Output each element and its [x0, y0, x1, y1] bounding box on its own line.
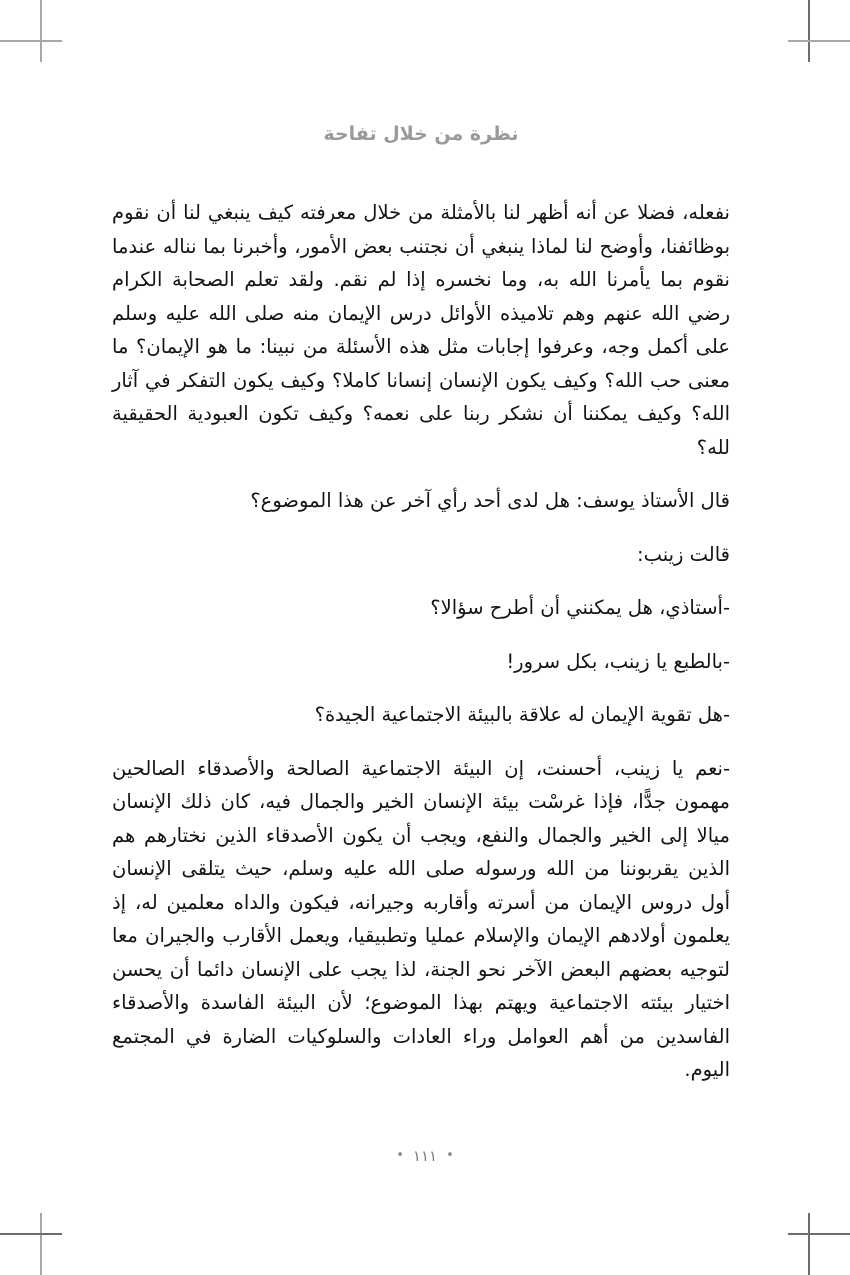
narration-line-zainab: قالت زينب:: [637, 542, 730, 566]
folio-ornament-left: •: [396, 1147, 404, 1163]
folio-page-number: ١١١: [412, 1146, 438, 1165]
folio-ornament-right: •: [446, 1147, 454, 1163]
crop-mark-bottom-right-vertical: [808, 1213, 810, 1275]
page-folio: [0, 1145, 850, 1166]
crop-mark-top-right-vertical: [808, 0, 810, 62]
crop-mark-top-left-horizontal: [0, 40, 62, 42]
body-text-block: [112, 196, 730, 1087]
running-head-title: نظرة من خلال تفاحة: [323, 123, 519, 145]
crop-mark-top-left-vertical: [40, 0, 42, 62]
narration-line-teacher: قال الأستاذ يوسف: هل لدى أحد رأي آخر عن هذا الموضوع؟: [250, 489, 730, 512]
closing-paragraph: -نعم يا زينب، أحسنت، إن البيئة الاجتماعية الصالحة والأصدقاء الصالحين مهمون جدًّا، فإذا غرسْت بيئة الإنسان الخير والجمال فيه، كان ذلك الإنسان ميالا إلى الخير والجمال والنفع، ويجب أن يكون الأصدقاء الذين نختارهم هم الذين يقربوننا من الله ورسوله صلى الله عليه وسلم، حيث يتلقى الإنسان أول دروس الإيمان من أسرته وأقاربه وجيرانه، فيكون والداه معلمين له، إذ يعلمون أولادهم الإيمان والإسلام عمليا وتطبيقيا، ويعمل الأقارب والجيران معا لتوجيه بعضهم البعض الآخر نحو الجنة، لذا يجب على الإنسان دائما أن يحسن اختيار بيئته الاجتماعية ويهتم بهذا الموضوع؛ لأن البيئة الفاسدة والأصدقاء الفاسدين من أهم العوامل وراء العادات والسلوكيات الضارة في المجتمع اليوم.: [112, 756, 730, 1081]
crop-mark-bottom-left-horizontal: [0, 1233, 62, 1235]
dialogue-line-3: -هل تقوية الإيمان له علاقة بالبيئة الاجتماعية الجيدة؟: [314, 703, 730, 726]
page-content: [112, 0, 730, 1275]
dialogue-line-1: -أستاذي، هل يمكنني أن أطرح سؤالا؟: [430, 596, 730, 619]
crop-mark-bottom-left-vertical: [40, 1213, 42, 1275]
opening-paragraph: نفعله، فضلا عن أنه أظهر لنا بالأمثلة من خلال معرفته كيف ينبغي لنا أن نقوم بوظائفنا، وأوضح لنا لماذا ينبغي أن نجتنب بعض الأمور، وأخبرنا بما نناله عندما نقوم بما يأمرنا الله به، وما نخسره إذا لم نقم. ولقد تعلم الصحابة الكرام رضي الله عنهم وهم تلاميذه الأوائل درس الإيمان منه صلى الله عليه وسلم على أكمل وجه، وعرفوا إجابات مثل هذه الأسئلة من نبينا: ما هو الإيمان؟ ما معنى حب الله؟ وكيف يكون الإنسان إنسانا كاملا؟ وكيف يكون التفكر في آثار الله؟ وكيف يمكننا أن نشكر ربنا على نعمه؟ وكيف تكون العبودية الحقيقية لله؟: [112, 201, 730, 459]
crop-mark-bottom-right-horizontal: [788, 1233, 850, 1235]
dialogue-line-2: -بالطبع يا زينب، بكل سرور!: [506, 649, 730, 673]
crop-mark-top-right-horizontal: [788, 40, 850, 42]
